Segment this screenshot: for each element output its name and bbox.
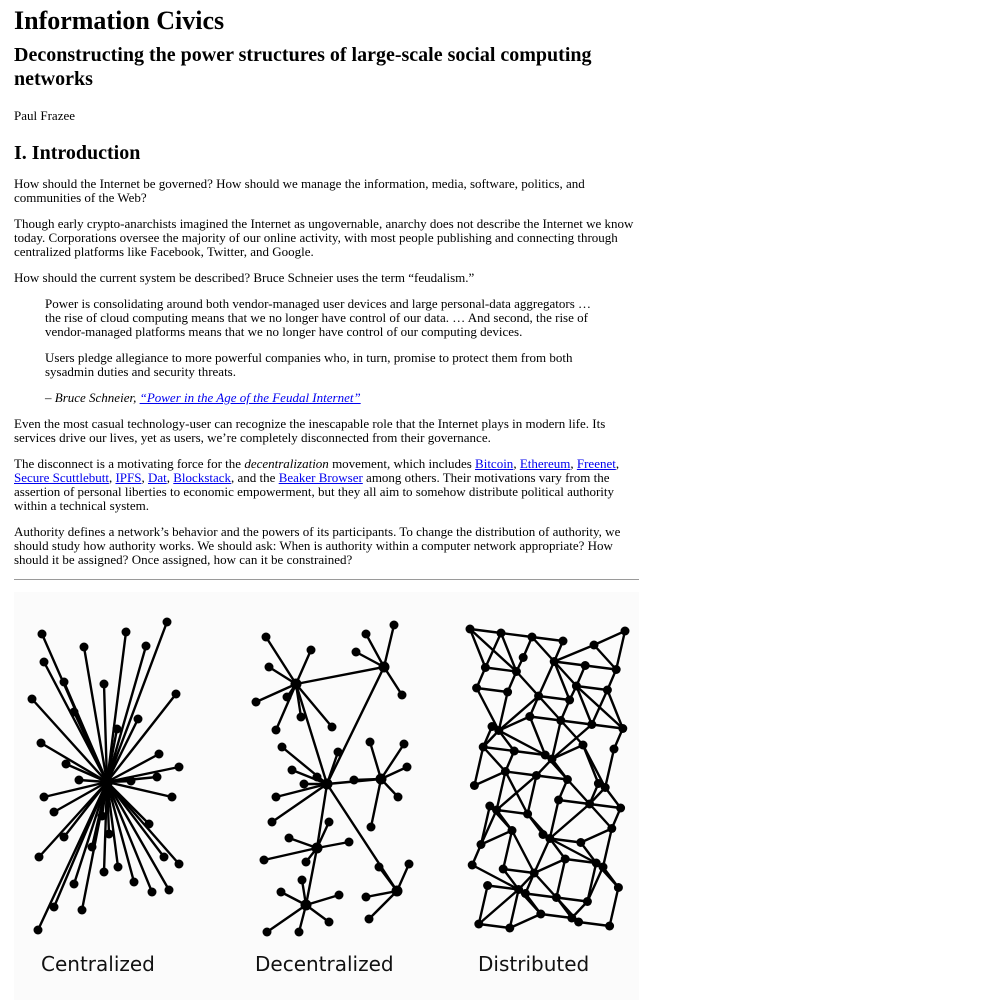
distributed-node	[618, 724, 627, 733]
centralized-node	[163, 618, 172, 627]
decentralized-hub	[291, 679, 302, 690]
distributed-node	[481, 663, 490, 672]
secure-scuttlebutt-link[interactable]: Secure Scuttlebutt	[14, 470, 109, 485]
distributed-node	[503, 688, 512, 697]
centralized-hub	[101, 776, 113, 788]
distributed-node	[616, 804, 625, 813]
centralized-node	[38, 630, 47, 639]
blockstack-link[interactable]: Blockstack	[173, 470, 232, 485]
page-subtitle: Deconstructing the power structures of large-scale social computing networks	[14, 44, 592, 90]
distributed-edge	[539, 696, 561, 721]
decentralized-edge	[296, 650, 311, 684]
distributed-edge	[556, 859, 565, 898]
distributed-edge	[592, 690, 608, 725]
distributed-node	[561, 855, 570, 864]
centralized-node	[113, 725, 122, 734]
distributed-node	[477, 840, 486, 849]
distributed-node	[550, 657, 559, 666]
paragraph-4: Even the most casual technology-user can recognize the inescapable role that the Internet plays in modern life. Its services drive our lives, yet as users, we’re completely disconnected from their governance.	[14, 416, 606, 445]
distributed-node	[528, 633, 537, 642]
decentralized-link	[327, 784, 397, 891]
p5-text-2: movement, which includes	[328, 456, 476, 471]
distributed-node	[479, 743, 488, 752]
decentralized-node	[325, 918, 334, 927]
distributed-node	[612, 665, 621, 674]
centralized-label: Centralized	[41, 952, 155, 976]
distributed-node	[501, 767, 510, 776]
distributed-edge	[539, 662, 555, 697]
centralized-edge	[107, 646, 146, 782]
distributed-edge	[554, 662, 576, 687]
distributed-node	[548, 755, 557, 764]
decentralized-node	[295, 928, 304, 937]
decentralized-edge	[266, 637, 296, 684]
distributed-node	[510, 747, 519, 756]
separator: ,	[108, 470, 116, 485]
centralized-node	[78, 906, 87, 915]
decentralized-node	[262, 633, 271, 642]
distributed-edge	[567, 780, 589, 805]
separator: ,	[570, 456, 577, 471]
decentralized-node	[334, 748, 343, 757]
decentralized-node	[403, 763, 412, 772]
decentralized-link	[296, 684, 327, 784]
distributed-edge	[474, 747, 483, 786]
distributed-node	[545, 834, 554, 843]
decentralized-hub	[379, 662, 390, 673]
centralized-node	[62, 760, 71, 769]
distributed-node	[525, 712, 534, 721]
decentralized-node	[313, 773, 322, 782]
decentralized-node	[300, 780, 309, 789]
distributed-edge	[497, 810, 528, 814]
centralized-node	[50, 903, 59, 912]
paragraph-6: Authority defines a network’s behavior and the powers of its participants. To change the distribution of authority, we should study how authority works. We should ask: When is authority within a computer network appropriate? How should it be assigned? Once assigned, how can it be constrained?	[14, 524, 621, 567]
decentralized-node	[366, 738, 375, 747]
centralized-node	[155, 750, 164, 759]
centralized-node	[35, 853, 44, 862]
paragraph-5	[14, 457, 639, 513]
centralized-node	[153, 773, 162, 782]
distributed-label: Distributed	[478, 952, 590, 976]
centralized-node	[28, 695, 37, 704]
distributed-node	[603, 686, 612, 695]
distributed-node	[474, 920, 483, 929]
p5-text-3: among others. Their motivations vary from the assertion of personal liberties to economic empowerment, but they all aim to somehow distribute political authority within a technical system.	[14, 470, 615, 513]
centralized-node	[100, 868, 109, 877]
decentralized-node	[398, 691, 407, 700]
distributed-node	[607, 824, 616, 833]
distributed-edge	[605, 749, 614, 788]
decentralized-node	[394, 793, 403, 802]
decentralized-node	[272, 793, 281, 802]
decentralized-node	[405, 860, 414, 869]
distributed-edge	[477, 688, 508, 692]
decentralized-node	[298, 876, 307, 885]
decentralized-node	[390, 621, 399, 630]
decentralized-hub	[312, 843, 323, 854]
centralized-edge	[107, 782, 169, 890]
centralized-node	[75, 776, 84, 785]
distributed-node	[499, 865, 508, 874]
distributed-node	[614, 883, 623, 892]
centralized-node	[88, 843, 97, 852]
distributed-edge	[503, 831, 512, 870]
network-diagram	[14, 592, 639, 1000]
distributed-node	[599, 863, 608, 872]
centralized-node	[175, 763, 184, 772]
distributed-edge	[616, 631, 625, 670]
distributed-edge	[483, 747, 505, 772]
centralized-node	[145, 820, 154, 829]
decentralized-node	[335, 891, 344, 900]
separator: , and the	[231, 470, 279, 485]
decentralized-edge	[272, 784, 327, 822]
distributed-node	[574, 918, 583, 927]
distributed-node	[534, 692, 543, 701]
decentralized-node	[307, 646, 316, 655]
distributed-node	[554, 796, 563, 805]
distributed-edge	[485, 633, 501, 668]
distributed-edge	[594, 645, 616, 670]
distributed-node	[610, 745, 619, 754]
decentralized-node	[278, 743, 287, 752]
centralized-node	[168, 793, 177, 802]
centralized-node	[160, 853, 169, 862]
ipfs-link[interactable]: IPFS	[115, 470, 142, 485]
decentralized-node	[367, 823, 376, 832]
centralized-node	[60, 678, 69, 687]
distributed-node	[563, 775, 572, 784]
centralized-node	[98, 812, 107, 821]
blockquote	[45, 297, 604, 405]
bitcoin-link[interactable]: Bitcoin	[475, 456, 514, 471]
beaker-browser-link[interactable]: Beaker Browser	[278, 470, 363, 485]
distributed-node	[559, 637, 568, 646]
dat-link[interactable]: Dat	[147, 470, 167, 485]
paragraph-1: How should the Internet be governed? How should we manage the information, media, software, politics, and communities of the Web?	[14, 176, 585, 205]
distributed-node	[468, 861, 477, 870]
distributed-edge	[505, 772, 536, 776]
distributed-node	[556, 716, 565, 725]
distributed-edge	[474, 772, 505, 786]
decentralized-edge	[292, 770, 327, 784]
centralized-node	[148, 888, 157, 897]
distributed-node	[552, 893, 561, 902]
distributed-edge	[534, 873, 556, 898]
centralized-edge	[38, 782, 107, 930]
separator: ,	[615, 456, 620, 471]
distributed-edge	[510, 914, 541, 928]
distributed-edge	[532, 637, 554, 662]
distributed-node	[579, 741, 588, 750]
decentralized-link	[296, 667, 384, 684]
centralized-node	[70, 880, 79, 889]
centralized-node	[60, 833, 69, 842]
quote-paragraph-2: Users pledge allegiance to more powerful companies who, in turn, promise to protect them from both sysadmin duties and security threats.	[45, 350, 573, 379]
distributed-node	[472, 684, 481, 693]
distributed-node	[523, 810, 532, 819]
decentralized-node	[400, 740, 409, 749]
page-title: Information Civics	[14, 6, 225, 35]
distributed-node	[583, 897, 592, 906]
decentralized-node	[345, 838, 354, 847]
centralized-node	[37, 739, 46, 748]
distributed-edge	[479, 924, 510, 928]
distributed-node	[470, 781, 479, 790]
distributed-node	[530, 869, 539, 878]
decentralized-edge	[371, 779, 381, 827]
distributed-edge	[590, 804, 612, 829]
distributed-node	[494, 726, 503, 735]
distributed-node	[512, 667, 521, 676]
distributed-edge	[554, 662, 569, 701]
decentralized-node	[265, 663, 274, 672]
decentralized-node	[268, 818, 277, 827]
decentralized-hub	[376, 774, 387, 785]
centralized-node	[114, 863, 123, 872]
decentralized-node	[362, 893, 371, 902]
separator: ,	[513, 456, 520, 471]
paragraph-3: How should the current system be described? Bruce Schneier uses the term “feudalism.”	[14, 270, 475, 285]
distributed-node	[587, 720, 596, 729]
distributed-node	[497, 629, 506, 638]
decentralized-node	[297, 713, 306, 722]
distributed-edge	[501, 633, 532, 637]
author: Paul Frazee	[14, 108, 76, 123]
distributed-node	[508, 826, 517, 835]
decentralized-hub	[392, 886, 403, 897]
decentralized-node	[260, 856, 269, 865]
distributed-edge	[541, 914, 572, 918]
centralized-node	[127, 777, 136, 786]
centralized-node	[134, 715, 143, 724]
decentralized-node	[288, 766, 297, 775]
decentralized-node	[375, 863, 384, 872]
feudal-internet-link[interactable]: “Power in the Age of the Feudal Internet”	[139, 390, 361, 405]
distributed-edge	[579, 922, 610, 926]
separator: ,	[166, 470, 174, 485]
freenet-link[interactable]: Freenet	[576, 456, 616, 471]
centralized-node	[165, 886, 174, 895]
distributed-node	[572, 682, 581, 691]
p5-text-1: The disconnect is a motivating force for the	[14, 456, 245, 471]
distributed-node	[605, 922, 614, 931]
centralized-node	[172, 690, 181, 699]
distributed-edge	[503, 869, 534, 873]
decentralized-node	[283, 693, 292, 702]
distributed-edge	[512, 831, 534, 874]
distributed-node	[576, 838, 585, 847]
separator: ,	[141, 470, 148, 485]
distributed-node	[621, 627, 630, 636]
centralized-node	[100, 680, 109, 689]
decentralized-node	[352, 648, 361, 657]
decentralized-edge	[370, 742, 381, 779]
decentralized-node	[302, 858, 311, 867]
centralized-node	[50, 808, 59, 817]
centralized-node	[105, 830, 114, 839]
centralized-node	[70, 708, 79, 717]
decentralized-node	[365, 915, 374, 924]
decentralized-node	[325, 818, 334, 827]
distributed-node	[466, 625, 475, 634]
distributed-node	[505, 924, 514, 933]
distributed-node	[565, 696, 574, 705]
distributed-node	[601, 783, 610, 792]
decentralized-edge	[384, 625, 394, 667]
decentralized-node	[263, 928, 272, 937]
distributed-node	[585, 800, 594, 809]
network-topologies-figure	[14, 592, 639, 1000]
decentralized-hub	[322, 779, 333, 790]
centralized-node	[34, 926, 43, 935]
quote-paragraph-1: Power is consolidating around both vendor-managed user devices and large personal-data aggregators … the rise of cloud computing means that we no longer have control of our data. … And second, the rise of vendor-managed platforms means that we no longer have control of our computing devices.	[45, 296, 592, 339]
divider	[14, 579, 639, 580]
decentralized-node	[328, 723, 337, 732]
decentralized-node	[350, 776, 359, 785]
centralized-node	[40, 658, 49, 667]
distributed-edge	[603, 829, 612, 868]
distributed-node	[521, 889, 530, 898]
decentralized-node	[272, 726, 281, 735]
paragraph-2: Though early crypto-anarchists imagined the Internet as ungovernable, anarchy does not describe the Internet we know today. Corporations oversee the majority of our online activity, with most people publishing and connecting through centralized platforms like Facebook, Twitter, and Google.	[14, 216, 634, 259]
centralized-node	[80, 643, 89, 652]
quote-attribution	[45, 391, 604, 405]
decentralized-label: Decentralized	[255, 952, 394, 976]
distributed-node	[590, 641, 599, 650]
distributed-node	[532, 771, 541, 780]
distributed-edge	[516, 672, 538, 697]
centralized-node	[175, 860, 184, 869]
attribution-author: – Bruce Schneier,	[45, 390, 140, 405]
distributed-edge	[610, 888, 619, 927]
centralized-node	[130, 878, 139, 887]
decentralized-node	[277, 888, 286, 897]
distributed-node	[492, 806, 501, 815]
decentralized-node	[285, 834, 294, 843]
distributed-edge	[581, 829, 612, 843]
decentralized-node	[362, 630, 371, 639]
centralized-node	[122, 628, 131, 637]
decentralized-node	[252, 698, 261, 707]
distributed-node	[483, 881, 492, 890]
distributed-node	[519, 653, 528, 662]
distributed-edge	[594, 631, 625, 645]
distributed-node	[536, 910, 545, 919]
distributed-node	[581, 661, 590, 670]
decentralized-hub	[301, 900, 312, 911]
ethereum-link[interactable]: Ethereum	[519, 456, 571, 471]
section-heading: I. Introduction	[14, 142, 141, 164]
centralized-node	[40, 793, 49, 802]
p5-emphasis: decentralization	[244, 456, 329, 471]
article	[14, 0, 639, 1000]
centralized-node	[142, 642, 151, 651]
